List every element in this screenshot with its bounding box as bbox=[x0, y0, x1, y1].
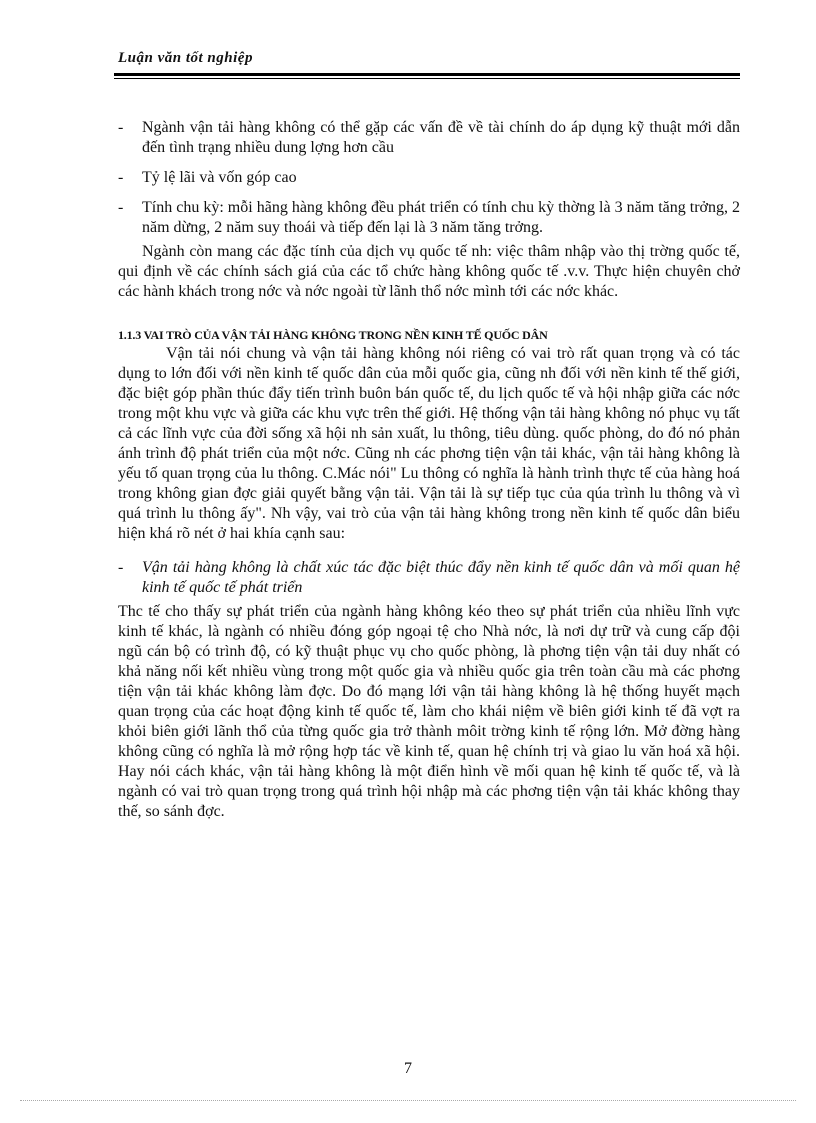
bullet-dash: - bbox=[118, 119, 124, 136]
bullet-text: Tính chu kỳ: mỗi hãng hàng không đều phát triển có tính chu kỳ thờng là 3 năm tăng trởng, 2 năm dừng, 2 năm suy thoái và tiếp đến lại là 3 năm tăng trởng. bbox=[142, 199, 740, 236]
bullet-item bbox=[118, 168, 740, 188]
header-rule-thick bbox=[114, 73, 740, 76]
bullet-item bbox=[118, 118, 740, 158]
paragraph: Ngành còn mang các đặc tính của dịch vụ quốc tế nh: việc thâm nhập vào thị trờng quốc tế, qui định về các chính sách giá của các tổ chức hàng không quốc tế .v.v. Thực hiện chuyên chở các hành khách trong nớc và nớc ngoài từ lãnh thổ nớc mình tới các nớc khác. bbox=[118, 243, 740, 300]
bullet-dash: - bbox=[118, 559, 124, 576]
bullet-dash: - bbox=[118, 169, 124, 186]
page-number: 7 bbox=[404, 1060, 412, 1077]
paragraph: Vận tải nói chung và vận tải hàng không nói riêng có vai trò rất quan trọng và có tác dụng to lớn đối với nền kinh tế quốc dân của mỗi quốc gia, cũng nh đối với nền kinh tế thế giới, đặc biệt góp phần thúc đẩy tiến trình buôn bán quốc tế, du lịch quốc tế và hội nhập giữa các nớc trong một khu vực và giữa các khu vực trên thế giới. Hệ thống vận tải hàng không nó phục vụ tất cả các lĩnh vực của đời sống xã hội nh sản xuất, lu thông, tiêu dùng. quốc phòng, do đó nó phản ánh trình độ phát triển của một nớc. Cũng nh các phơng tiện vận tải khác, vận tải hàng không là yếu tố quan trọng của lu thông. C.Mác nói" Lu thông có nghĩa là hành trình thực tế của hàng hoá trong không gian đợc giải quyết bằng vận tải. Vận tải là sự tiếp tục của qúa trình lu thông và vì quá trình lu thông ấy". Nh vậy, vai trò của vận tải hàng không trong nền kinh tế quốc dân biểu hiện khá rõ nét ở hai khía cạnh sau: bbox=[118, 345, 740, 542]
bullet-text: Vận tải hàng không là chất xúc tác đặc biệt thúc đẩy nền kinh tế quốc dân và mối quan hệ kinh tế quốc tế phát triển bbox=[142, 559, 740, 596]
bullet-text: Ngành vận tải hàng không có thể gặp các vấn đề về tài chính do áp dụng kỹ thuật mới dẫn đến tình trạng nhiều dung lợng hơn cầu bbox=[142, 119, 740, 156]
page-header-title: Luận văn tốt nghiệp bbox=[118, 50, 253, 66]
bullet-item bbox=[118, 198, 740, 238]
header-rule-thin bbox=[114, 78, 740, 79]
page-content bbox=[118, 118, 740, 838]
bullet-item bbox=[118, 558, 740, 598]
footer-divider bbox=[20, 1100, 796, 1101]
section-heading: 1.1.3 VAI TRÒ CỦA VẬN TẢI HÀNG KHÔNG TRONG NỀN KINH TẾ QUỐC DÂN bbox=[118, 328, 548, 342]
bullet-text: Tỷ lệ lãi và vốn góp cao bbox=[142, 169, 297, 186]
paragraph: Thc tế cho thấy sự phát triển của ngành hàng không kéo theo sự phát triển của nhiều lĩnh vực kinh tế khác, là ngành có nhiều đóng góp ngoại tệ cho Nhà nớc, là nơi dự trữ và cung cấp đội ngũ cán bộ có trình độ, có kỹ thuật phục vụ cho quốc phòng, là phơng tiện vận tải duy nhất có khả năng nối kết nhiều vùng trong một quốc gia và nhiều quốc gia trên toàn cầu mà các phơng tiện vận tải khác không làm đợc. Do đó mạng lới vận tải hàng không là hệ thống huyết mạch quan trọng của các hoạt động kinh tế quốc tế, làm cho khái niệm về biên giới kinh tế đã vợt ra khỏi biên giới lãnh thổ của từng quốc gia trở thành môit trờng kinh tế rộng lớn. Mở đờng hàng không cũng có nghĩa là mở rộng hợp tác về kinh tế, quan hệ chính trị và giao lu văn hoá xã hội. Hay nói cách khác, vận tải hàng không là một điển hình về mối quan hệ kinh tế quốc tế, và là ngành có vai trò quan trọng trong quá trình hội nhập mà các phơng tiện vận tải khác không thay thế, so sánh đợc. bbox=[118, 603, 740, 820]
bullet-dash: - bbox=[118, 199, 124, 216]
